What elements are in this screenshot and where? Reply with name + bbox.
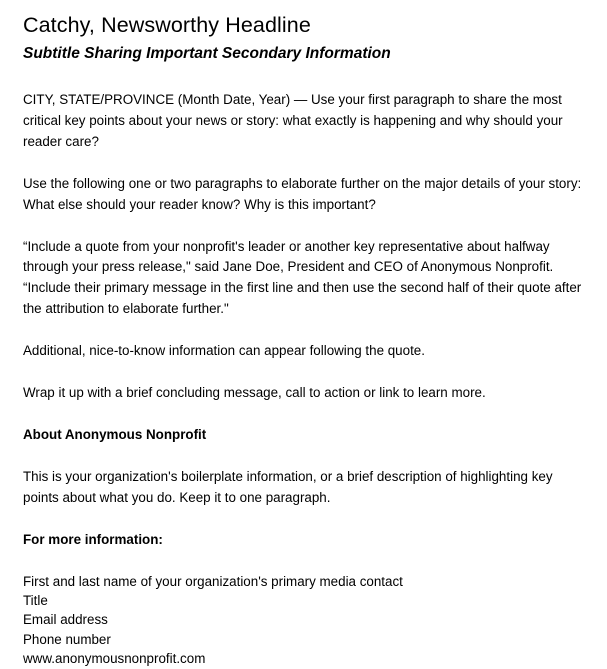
body-paragraph-elaboration: Use the following one or two paragraphs to elaborate further on the major details of your story: What else should your reader know? Why is this important? <box>23 175 582 212</box>
body-paragraph-closing: Wrap it up with a brief concluding message, call to action or link to learn more. <box>23 385 486 401</box>
page-subtitle: Subtitle Sharing Important Secondary Information <box>23 45 391 62</box>
contact-details-list <box>23 572 583 669</box>
contact-website: www.anonymousnonprofit.com <box>23 651 206 667</box>
contact-phone: Phone number <box>23 631 111 647</box>
contact-name: First and last name of your organization's primary media contact <box>23 573 403 589</box>
about-boilerplate-paragraph: This is your organization's boilerplate information, or a brief description of highlighting key points about what you do. Keep it to one paragraph. <box>23 468 553 505</box>
contact-section-heading: For more information: <box>23 531 163 547</box>
about-section-heading: About Anonymous Nonprofit <box>23 426 207 442</box>
body-paragraph-additional: Additional, nice-to-know information can appear following the quote. <box>23 343 425 359</box>
page-title: Catchy, Newsworthy Headline <box>23 13 311 37</box>
lead-paragraph: CITY, STATE/PROVINCE (Month Date, Year) — Use your first paragraph to share the most critical key points about your news or story: what exactly is happening and why should your reader care? <box>23 92 563 149</box>
contact-email: Email address <box>23 612 108 628</box>
quote-paragraph: “Include a quote from your nonprofit's leader or another key representative about halfway through your press release," said Jane Doe, President and CEO of Anonymous Nonprofit. “Include their primary message in the first line and then use the second half of their quote after the attribution to elaborate further." <box>23 238 582 317</box>
contact-title: Title <box>23 593 48 608</box>
